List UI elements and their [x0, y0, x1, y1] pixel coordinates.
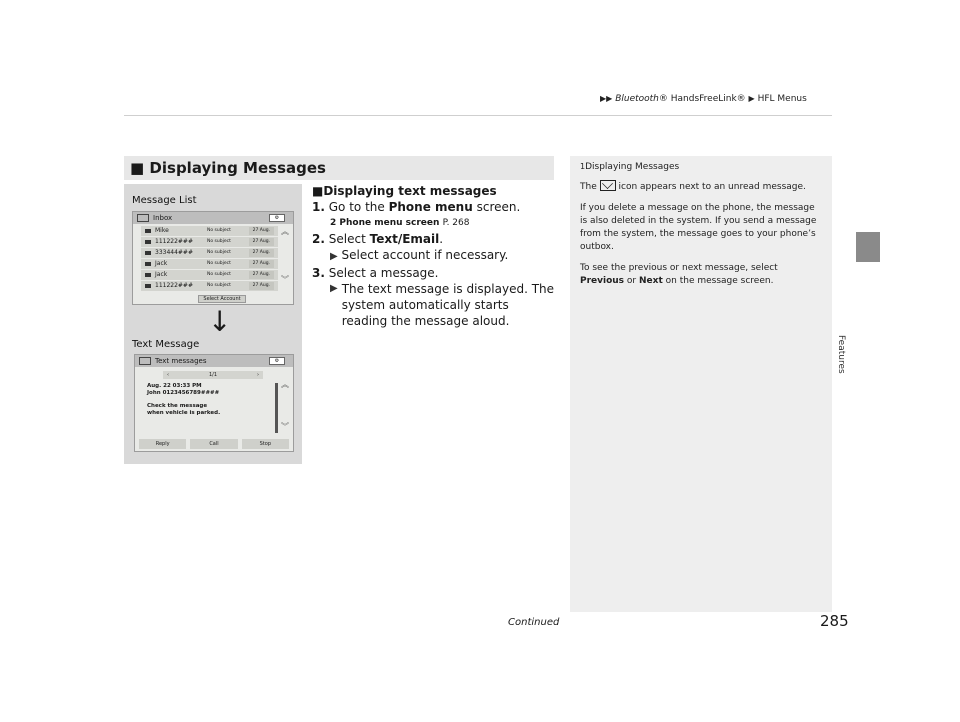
figure-panel	[124, 184, 302, 464]
breadcrumb-bluetooth: Bluetooth	[615, 94, 659, 104]
message-buttons	[135, 439, 293, 449]
inbox-row: Jack No subject 27 Aug.	[141, 270, 278, 280]
scroll-down-icon: ︾	[281, 422, 289, 431]
envelope-icon	[145, 284, 151, 288]
ref-icon: 1	[580, 162, 586, 171]
call-button: Call	[190, 439, 237, 449]
inbox-row: 111222### No subject 27 Aug.	[141, 281, 278, 291]
section-title-text: Displaying Messages	[149, 159, 326, 177]
scrollbar	[275, 383, 278, 433]
message-body: Aug. 22 03:33 PM John 0123456789#### Check the message when vehicle is parked.	[147, 383, 221, 416]
envelope-icon	[600, 180, 616, 191]
ref-icon: 2	[330, 218, 337, 228]
steps: ■Displaying text messages 1. Go to the Phone menu screen. 2 Phone menu screen P. 268 2. Select Text/Email. ▶ Select account if necessary. 3. Select a message. ▶ The text message is displayed. The system automatically starts reading the message aloud.	[312, 184, 555, 328]
envelope-icon	[145, 251, 151, 255]
inbox-row: 111222### No subject 27 Aug.	[141, 237, 278, 247]
reply-button: Reply	[139, 439, 186, 449]
inbox-row: 333444### No subject 27 Aug.	[141, 248, 278, 258]
note-p2: If you delete a message on the phone, the message is also deleted in the system. If you send a message from the system, the message goes to your phone’s outbox.	[580, 203, 817, 252]
page-number: 285	[820, 612, 849, 630]
header-rule	[124, 115, 832, 116]
message-titlebar	[135, 355, 293, 367]
message-list-label: Message List	[132, 195, 197, 206]
breadcrumb	[600, 94, 807, 104]
note-p3: To see the previous or next message, select Previous or Next on the message screen.	[580, 263, 778, 286]
inbox-row: Mike No subject 27 Aug.	[141, 226, 278, 236]
message-screen	[134, 354, 294, 452]
side-label: Features	[836, 335, 846, 374]
status-icon: ⚙	[269, 357, 285, 365]
down-arrow-icon: ↓	[208, 305, 232, 338]
square-icon: ■	[130, 159, 145, 177]
section-tab	[856, 232, 880, 262]
section-title	[124, 156, 554, 180]
scroll-up-icon: ︽	[281, 380, 289, 389]
note-heading: 1Displaying Messages	[580, 162, 680, 172]
envelope-icon	[145, 240, 151, 244]
text-message-label: Text Message	[132, 339, 200, 350]
scroll-up-icon: ︽	[281, 227, 289, 236]
envelope-icon	[145, 273, 151, 277]
breadcrumb-menus: HFL Menus	[757, 94, 807, 104]
inbox-row: Jack No subject 27 Aug.	[141, 259, 278, 269]
triangle-icon: ▶▶	[600, 94, 613, 103]
envelope-icon	[145, 262, 151, 266]
phone-icon	[139, 357, 151, 365]
triangle-icon: ▶	[748, 94, 755, 103]
page-indicator: ‹ 1/1 ›	[163, 371, 263, 379]
phone-icon	[137, 214, 149, 222]
status-icon: ⚙	[269, 214, 285, 222]
breadcrumb-hfl: ® HandsFreeLink®	[658, 94, 746, 104]
inbox-title: Inbox	[153, 214, 173, 222]
triangle-icon: ▶	[330, 283, 338, 294]
continued-label: Continued	[508, 617, 560, 628]
message-title: Text messages	[155, 357, 207, 365]
scroll-down-icon: ︾	[281, 275, 289, 284]
envelope-icon	[145, 229, 151, 233]
inbox-titlebar	[133, 212, 293, 224]
note-p1: The icon appears next to an unread message.	[580, 182, 806, 192]
triangle-icon: ▶	[330, 251, 338, 262]
steps-heading: Displaying text messages	[323, 184, 497, 198]
cross-reference: 2 Phone menu screen P. 268	[330, 218, 470, 228]
select-account-button: Select Account	[198, 295, 246, 303]
inbox-screen	[132, 211, 294, 305]
stop-button: Stop	[242, 439, 289, 449]
note-panel	[570, 156, 832, 612]
square-icon: ■	[312, 184, 324, 198]
